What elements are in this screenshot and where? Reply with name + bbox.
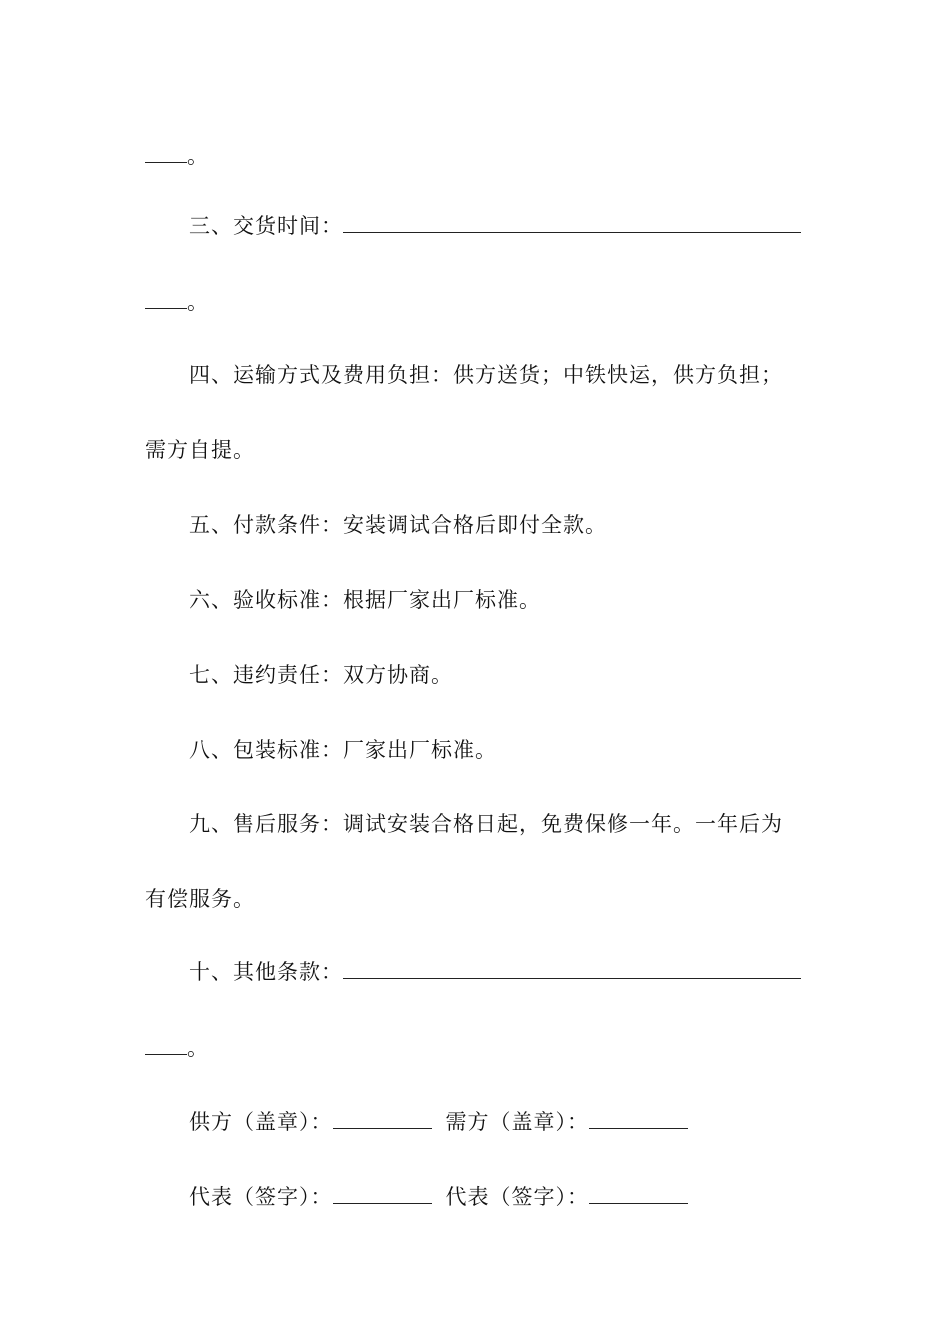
supplier-seal-blank xyxy=(333,1110,432,1129)
supplier-rep-label: 代表（签字）： xyxy=(189,1185,333,1209)
clause-9-line-2: 有偿服务。 xyxy=(145,887,255,911)
blank-line xyxy=(343,214,801,233)
clause-4-line-2: 需方自提。 xyxy=(145,438,255,462)
supplier-rep-blank xyxy=(333,1185,432,1204)
continuation-line-3: 。 xyxy=(145,1034,209,1062)
clause-4-line-1: 四、运输方式及费用负担：供方送货；中铁快运，供方负担； xyxy=(189,363,783,387)
buyer-seal-label: 需方（盖章）： xyxy=(445,1110,589,1134)
clause-6: 六、验收标准：根据厂家出厂标准。 xyxy=(189,588,541,612)
clause-7: 七、违约责任：双方协商。 xyxy=(189,663,453,687)
clause-8: 八、包装标准：厂家出厂标准。 xyxy=(189,738,497,762)
supplier-seal-label: 供方（盖章）： xyxy=(189,1110,333,1134)
blank-line xyxy=(145,1036,187,1055)
clause-9-line-1: 九、售后服务：调试安装合格日起，免费保修一年。一年后为 xyxy=(189,812,783,836)
signature-row xyxy=(189,1183,702,1211)
seal-row xyxy=(189,1108,702,1136)
buyer-rep-blank xyxy=(589,1185,688,1204)
continuation-line-2: 。 xyxy=(145,288,209,316)
buyer-seal-blank xyxy=(589,1110,688,1129)
clause-3-delivery-time: 三、交货时间： xyxy=(189,212,801,240)
continuation-line-1: 。 xyxy=(145,142,209,170)
blank-line xyxy=(343,960,801,979)
blank-line xyxy=(145,290,187,309)
buyer-rep-label: 代表（签字）： xyxy=(445,1185,589,1209)
clause-10-other-terms: 十、其他条款： xyxy=(189,958,801,986)
blank-line xyxy=(145,144,187,163)
clause-5: 五、付款条件：安装调试合格后即付全款。 xyxy=(189,513,607,537)
